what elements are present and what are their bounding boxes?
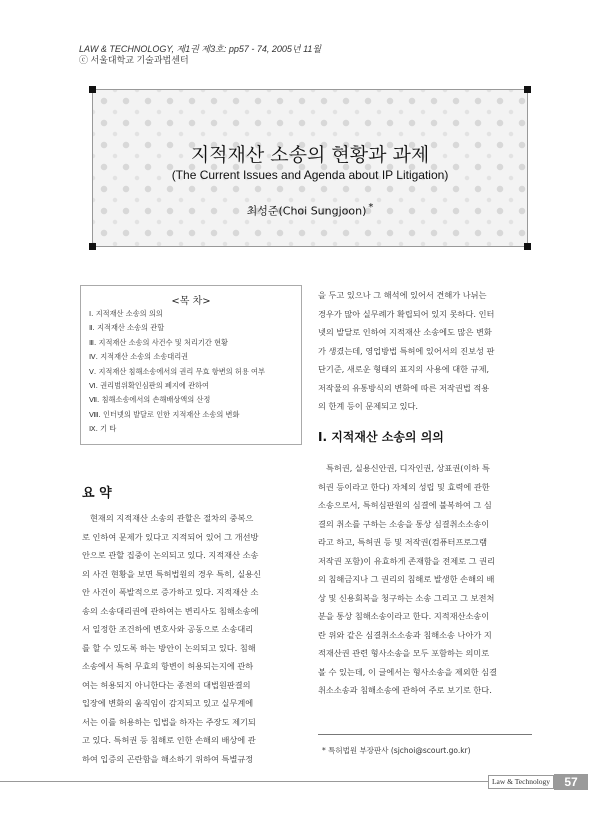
text-line: 상 및 신용회복을 청구하는 소송 그리고 그 보전처	[318, 592, 495, 603]
author-footnote-mark: *	[368, 202, 374, 213]
section-heading: Ⅰ. 지적재산 소송의 의의	[318, 430, 444, 444]
text-line: 현재의 지적재산 소송의 관할은 절차의 중복으	[90, 513, 254, 523]
toc-item: Ⅵ. 권리범위확인심판의 폐지에 관하여	[89, 381, 209, 391]
text-line: 분을 통상 침해소송이라고 한다. 지적재산소송이	[318, 611, 490, 621]
banner-corner	[89, 86, 96, 93]
journal-citation: LAW & TECHNOLOGY, 제1권 제3호: pp57 - 74, 2005년 11월	[79, 44, 322, 54]
text-line: 안 사건이 폭발적으로 증가하고 있다. 지적재산 소	[82, 587, 259, 597]
text-line: 취소소송과 침해소송에 관하여 주로 보기로 한다.	[318, 685, 492, 695]
toc-heading: <목 차>	[171, 296, 211, 307]
text-line: 넷의 발달로 인하여 지적재산 소송에도 많은 변화	[318, 327, 492, 337]
footer-divider	[0, 781, 488, 782]
toc-item: Ⅴ. 지적재산 침해소송에서의 권리 무효 항변의 허용 여부	[89, 366, 265, 376]
banner-corner	[524, 86, 531, 93]
text-line: 을 두고 있으나 그 해석에 있어서 견해가 나뉘는	[318, 290, 487, 300]
toc-item: Ⅸ. 기 타	[89, 424, 117, 434]
toc-item: Ⅱ. 지적재산 소송의 관할	[89, 323, 165, 333]
text-line: 송의 소송대리권에 관하여는 변리사도 침해소송에	[82, 605, 259, 616]
text-line: 로 인하여 문제가 있다고 지적되어 있어 그 개선방	[82, 531, 259, 542]
text-line: 고 있다. 특허권 등 침해로 인한 손해의 배상에 관	[82, 735, 256, 745]
text-line: 를 할 수 있도록 하는 방안이 논의되고 있다. 침해	[82, 642, 256, 653]
summary-heading: 요 약	[82, 486, 112, 501]
footnote-divider	[318, 734, 532, 735]
text-line: 의 침해금지나 그 권리의 침해로 발생한 손해의 배	[318, 574, 495, 584]
section-body	[318, 459, 540, 700]
text-line: 서는 이를 허용하는 입법을 하자는 주장도 제기되	[82, 716, 256, 727]
text-line: 안으로 관할 집중이 논의되고 있다. 지적재산 소송	[82, 550, 259, 560]
text-line: 서 일정한 조건하에 변호사와 공동으로 소송대리	[82, 624, 254, 634]
text-line: 적재산권 관련 형사소송을 모두 포함하는 의미로	[318, 648, 490, 658]
summary-body	[82, 509, 304, 768]
footnote: * 특허법원 부장판사 (sjchoi@scourt.go.kr)	[322, 746, 471, 755]
banner-corner	[524, 243, 531, 250]
text-line: 소송에서 특허 무효의 항변이 허용되는지에 관하	[82, 661, 254, 671]
toc-item: Ⅷ. 인터넷의 발달로 인한 지적재산 소송의 변화	[89, 409, 240, 419]
text-line: 특허권, 실용신안권, 디자인권, 상표권(이하 특	[326, 463, 490, 473]
text-line: 결의 취소를 구하는 소송을 통상 심결취소소송이	[318, 518, 490, 529]
copyright-line: ⓒ 서울대학교 기술과법센터	[79, 55, 189, 65]
text-line: 허권 등이라고 한다) 자체의 성립 및 효력에 관한	[318, 481, 490, 492]
text-line: 경우가 많아 실무례가 확립되어 있지 못하다. 인터	[318, 308, 495, 319]
text-line: 단기준, 새로운 형태의 표지의 사용에 대한 규제,	[318, 364, 490, 374]
paper-title: 지적재산 소송의 현황과 과제	[190, 144, 430, 166]
paper-title-english: (The Current Issues and Agenda about IP Litigation)	[171, 168, 449, 182]
author-line	[93, 202, 527, 219]
text-line: 의 한계 등이 문제되고 있다.	[318, 401, 419, 411]
text-line: 라고 하고, 특허권 등 및 저작권(컴퓨터프로그램	[318, 537, 488, 547]
author-name: 최성준(Choi Sungjoon)	[246, 204, 367, 218]
banner-corner	[89, 243, 96, 250]
journal-name: Law & Technology	[488, 775, 554, 789]
text-line: 입장에 변화의 움직임이 감지되고 있고 실무계에	[82, 698, 254, 708]
table-of-contents	[80, 285, 302, 445]
text-line: 하여 입증의 곤란함을 해소하기 위하여 특별규정	[82, 753, 254, 764]
page-number: 57	[554, 774, 588, 790]
text-line: 저작권 포함)이 유효하게 존재함을 전제로 그 권리	[318, 555, 495, 566]
text-line: 소송으로서, 특허심판원의 심결에 불복하여 그 심	[318, 500, 492, 510]
text-line: 의 사건 현황을 보면 특허법원의 경우 특히, 실용신	[82, 568, 262, 579]
toc-item: Ⅶ. 침해소송에서의 손해배상액의 산정	[89, 395, 211, 405]
toc-item: Ⅲ. 지적재산 소송의 사건수 및 처리기간 현황	[89, 337, 228, 347]
text-line: 여는 허용되지 아니한다는 종전의 대법원판결의	[82, 679, 251, 690]
text-line: 가 생겼는데, 영업방법 특허에 있어서의 진보성 판	[318, 345, 495, 356]
toc-item: Ⅳ. 지적재산 소송의 소송대리권	[89, 352, 189, 362]
running-header	[79, 44, 321, 66]
toc-item: Ⅰ. 지적재산 소송의 의의	[89, 309, 163, 318]
text-line: 저작물의 유통방식의 변화에 따른 저작권법 적용	[318, 382, 490, 393]
text-line: 볼 수 있는데, 이 글에서는 형사소송을 제외한 심결	[318, 666, 498, 677]
summary-continued	[318, 286, 540, 416]
title-banner	[92, 89, 528, 247]
text-line: 란 위와 같은 심결취소소송과 침해소송 나아가 지	[318, 629, 492, 640]
